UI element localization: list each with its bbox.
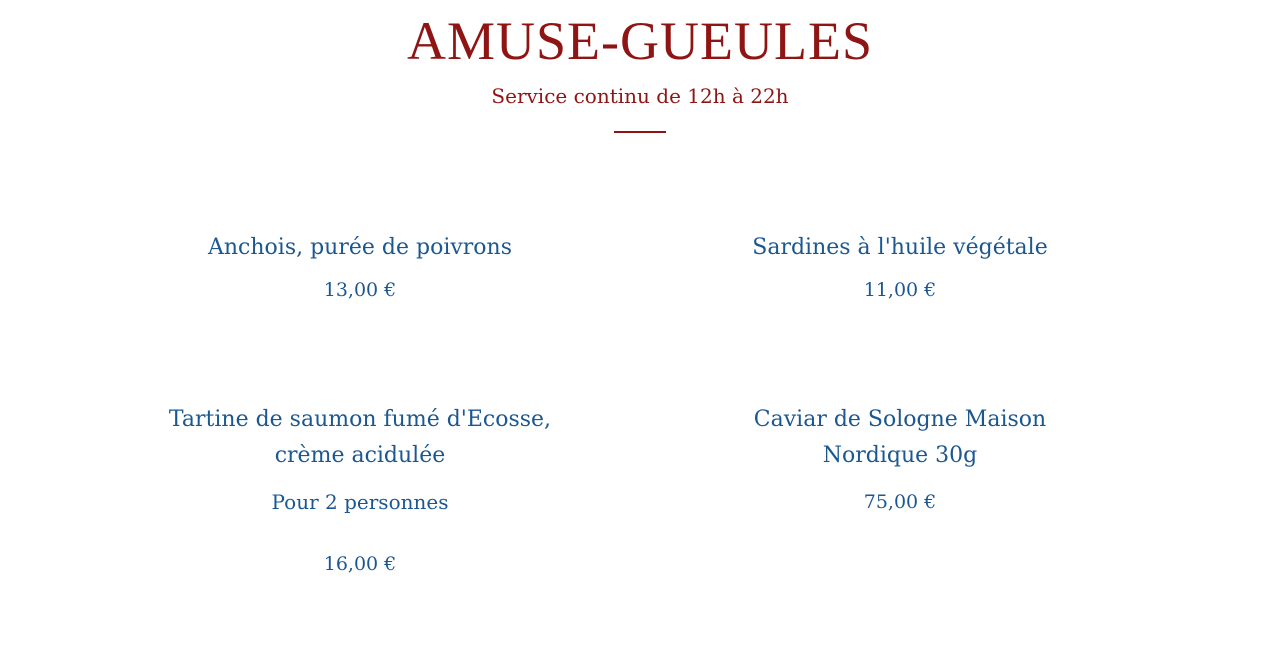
item-name-line: crème acidulée bbox=[274, 443, 446, 468]
menu-item-tartine-saumon bbox=[120, 402, 600, 578]
item-name-line: Anchois, purée de poivrons bbox=[207, 235, 512, 260]
service-hours-subtitle: Service continu de 12h à 22h bbox=[491, 84, 789, 108]
menu-item-caviar bbox=[660, 402, 1140, 516]
item-name-line: Caviar de Sologne Maison bbox=[753, 407, 1047, 432]
item-name-line: Tartine de saumon fumé d'Ecosse, bbox=[168, 407, 552, 432]
menu-item-anchois bbox=[120, 230, 600, 304]
item-name-line: Sardines à l'huile végétale bbox=[752, 235, 1048, 260]
item-serving-note: Pour 2 personnes bbox=[271, 490, 449, 514]
item-price: 11,00 € bbox=[863, 279, 937, 301]
section-title: AMUSE-GUEULES bbox=[407, 11, 873, 71]
title-divider bbox=[614, 131, 666, 133]
item-price: 16,00 € bbox=[323, 553, 397, 575]
menu-item-sardines bbox=[660, 230, 1140, 304]
item-price: 75,00 € bbox=[863, 491, 937, 513]
item-price: 13,00 € bbox=[323, 279, 397, 301]
item-name-line: Nordique 30g bbox=[822, 443, 978, 468]
